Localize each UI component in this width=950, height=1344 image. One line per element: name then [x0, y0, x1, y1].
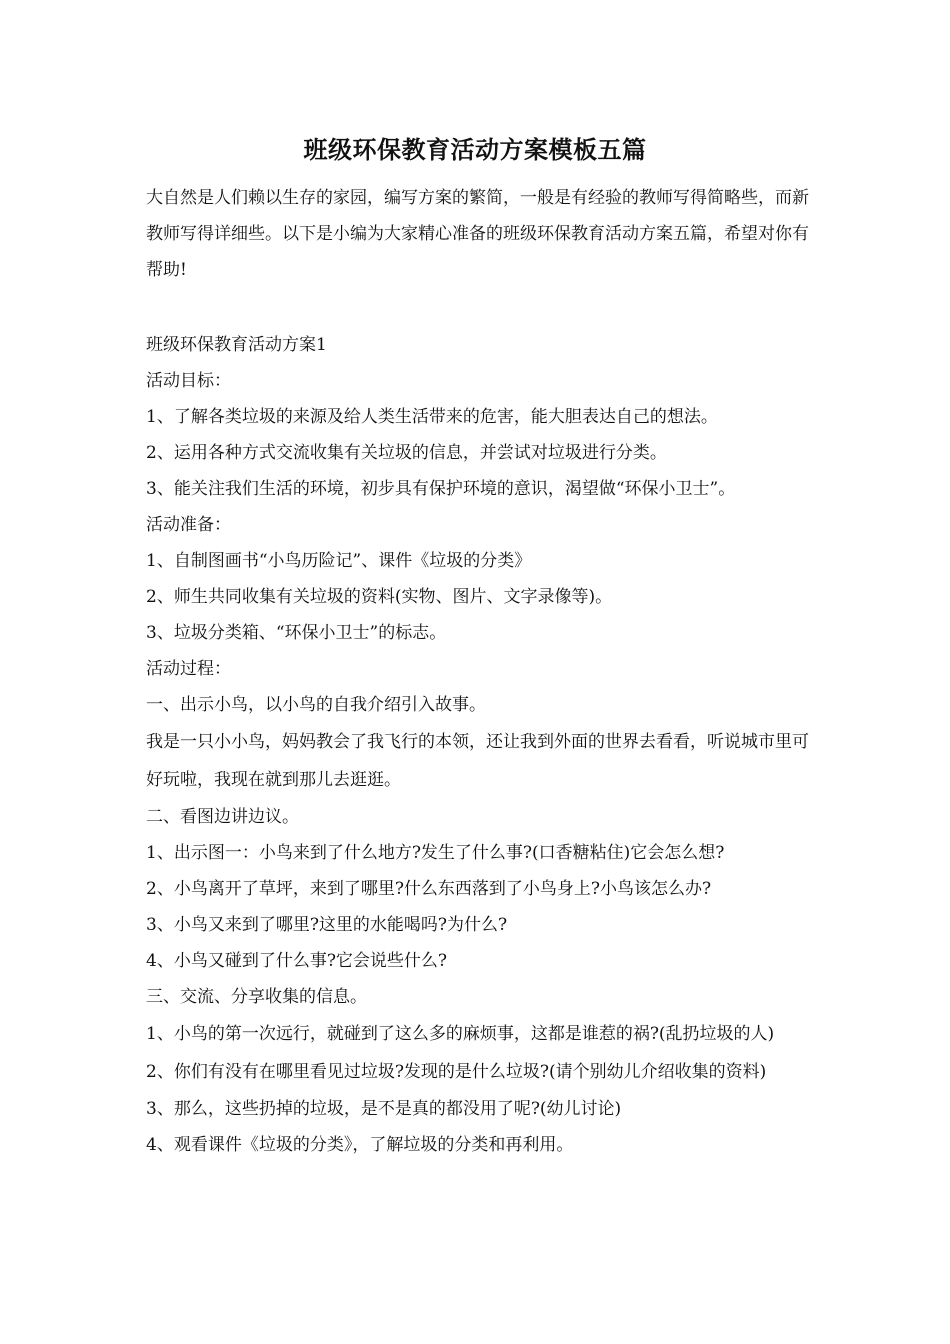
- text-line: 2、你们有没有在哪里看见过垃圾?发现的是什么垃圾?(请个别幼儿介绍收集的资料): [146, 1062, 767, 1082]
- document-title: 班级环保教育活动方案模板五篇: [303, 135, 647, 164]
- text-line: 我是一只小小鸟，妈妈教会了我飞行的本领，还让我到外面的世界去看看，听说城市里可好玩啦，我现在就到那儿去逛逛。: [146, 732, 809, 790]
- text-line: 活动目标：: [146, 371, 231, 391]
- text-line: 活动准备：: [146, 515, 231, 535]
- text-line: 1、小鸟的第一次远行，就碰到了这么多的麻烦事，这都是谁惹的祸?(乱扔垃圾的人): [146, 1024, 775, 1044]
- text-line: 1、自制图画书“小鸟历险记”、课件《垃圾的分类》: [146, 551, 532, 571]
- text-line: 2、运用各种方式交流收集有关垃圾的信息，并尝试对垃圾进行分类。: [146, 443, 667, 463]
- section-heading: 班级环保教育活动方案1: [146, 335, 327, 355]
- text-line: 3、能关注我们生活的环境，初步具有保护环境的意识，渴望做“环保小卫士”。: [146, 479, 736, 499]
- text-line: 1、出示图一：小鸟来到了什么地方?发生了什么事?(口香糖粘住)它会怎么想?: [146, 843, 725, 863]
- text-line: 一、出示小鸟，以小鸟的自我介绍引入故事。: [146, 695, 486, 715]
- text-line: 3、垃圾分类箱、“环保小卫士”的标志。: [146, 623, 447, 643]
- intro-paragraph: 大自然是人们赖以生存的家园，编写方案的繁简，一般是有经验的教师写得简略些，而新教师写得详细些。以下是小编为大家精心准备的班级环保教育活动方案五篇，希望对你有帮助!: [146, 188, 809, 280]
- text-line: 1、了解各类垃圾的来源及给人类生活带来的危害，能大胆表达自己的想法。: [146, 407, 718, 427]
- text-line: 3、那么，这些扔掉的垃圾，是不是真的都没用了呢?(幼儿讨论): [146, 1099, 622, 1119]
- text-line: 4、观看课件《垃圾的分类》，了解垃圾的分类和再利用。: [146, 1135, 574, 1155]
- text-line: 三、交流、分享收集的信息。: [146, 987, 367, 1007]
- text-line: 二、看图边讲边议。: [146, 807, 299, 827]
- text-line: 2、小鸟离开了草坪，来到了哪里?什么东西落到了小鸟身上?小鸟该怎么办?: [146, 879, 712, 899]
- text-line: 2、师生共同收集有关垃圾的资料(实物、图片、文字录像等)。: [146, 587, 613, 607]
- document-body: [146, 327, 814, 1163]
- text-line: 3、小鸟又来到了哪里?这里的水能喝吗?为什么?: [146, 915, 508, 935]
- text-line: 活动过程：: [146, 659, 231, 679]
- text-line: 4、小鸟又碰到了什么事?它会说些什么?: [146, 951, 448, 971]
